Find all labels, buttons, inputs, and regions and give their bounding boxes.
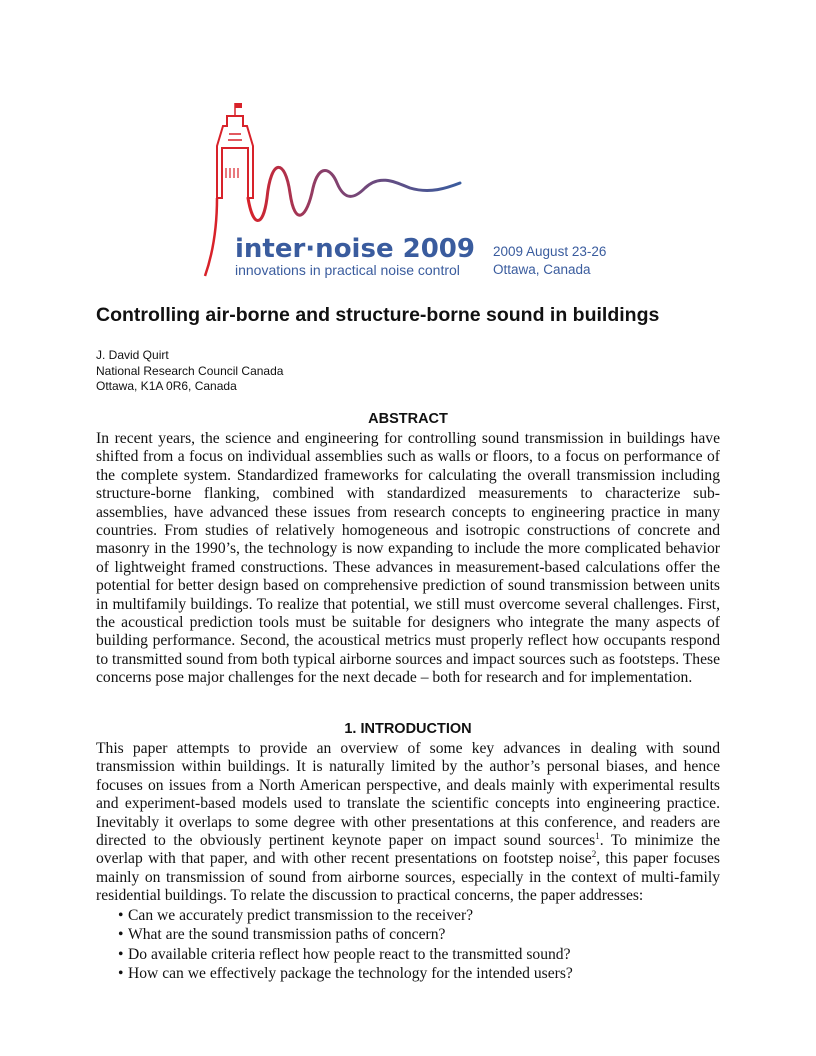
reference-2: 2 — [591, 849, 597, 860]
introduction-heading: 1. INTRODUCTION — [344, 721, 472, 737]
introduction-text — [96, 740, 720, 906]
conference-logo — [195, 98, 635, 288]
question-list — [118, 906, 573, 984]
intro-part-3: , this paper focuses mainly on transmission of sound from airborne sources, especially in the context of multi-family residential buildings. To relate the discussion to practical concerns, the paper addresses: — [96, 850, 720, 905]
intro-part-1: This paper attempts to provide an overview of some key advances in dealing with sound transmission within buildings. It is naturally limited by the author’s personal biases, and hence focuses on issues from a North American perspective, and deals mainly with experimental results and experiment-based models used to translate the scientific concepts into engineering practice. Inevitably it overlaps to some degree with other presentations at this conference, and readers are directed to the obviously pertinent keynote paper on impact sound sources — [96, 740, 720, 850]
list-item: • What are the sound transmission paths of concern? — [118, 926, 446, 944]
logo-title: inter·noise 2009 — [235, 234, 475, 264]
bullet-icon: • — [118, 907, 124, 924]
author-address: Ottawa, K1A 0R6, Canada — [96, 379, 237, 393]
list-item: • Can we accurately predict transmission to the receiver? — [118, 907, 474, 924]
logo-place: Ottawa, Canada — [493, 262, 591, 277]
reference-1: 1 — [595, 830, 600, 841]
list-item: • Do available criteria reflect how people react to the transmitted sound? — [118, 945, 571, 963]
intro-part-2: . To minimize the overlap with that paper, and with other recent presentations on footstep noise — [96, 832, 721, 868]
abstract-heading: ABSTRACT — [368, 411, 448, 427]
bullet-icon: • — [118, 926, 124, 944]
author-name: J. David Quirt — [96, 348, 169, 362]
author-affiliation: National Research Council Canada — [96, 363, 284, 378]
abstract-text: In recent years, the science and engineering for controlling sound transmission in buildings have shifted from a focus on individual assemblies such as walls or floors, to a focus on performance of the complete system. Standardized frameworks for calculating the overall transmission including structure-borne flanking, combined with standardized measurements to characterize sub-assemblies, have advanced these issues from research concepts to engineering practice in many countries. From studies of relatively homogeneous and isotropic constructions of concrete and masonry in the 1990’s, the technology is now expanding to include the more complicated behavior of lightweight framed constructions. These advances in measurement-based calculations offer the potential for better design based on comprehensive prediction of sound transmission between units in multifamily buildings. To realize that potential, we still must overcome several challenges. First, the acoustical prediction tools must be suitable for designers who integrate the many aspects of building performance. Second, the acoustical metrics must properly reflect how occupants respond to transmitted sound from both typical airborne sources and impact sources such as footsteps. These concerns pose major challenges for the next decade – both for research and for implementation. — [96, 430, 720, 687]
bullet-icon: • — [118, 945, 124, 963]
logo-tagline: innovations in practical noise control — [235, 262, 460, 278]
logo-date: 2009 August 23-26 — [493, 244, 607, 259]
list-item: • How can we effectively package the technology for the intended users? — [118, 965, 573, 983]
bullet-icon: • — [118, 965, 124, 983]
author-block — [96, 348, 283, 395]
paper-title: Controlling air-borne and structure-borne sound in buildings — [96, 304, 660, 326]
